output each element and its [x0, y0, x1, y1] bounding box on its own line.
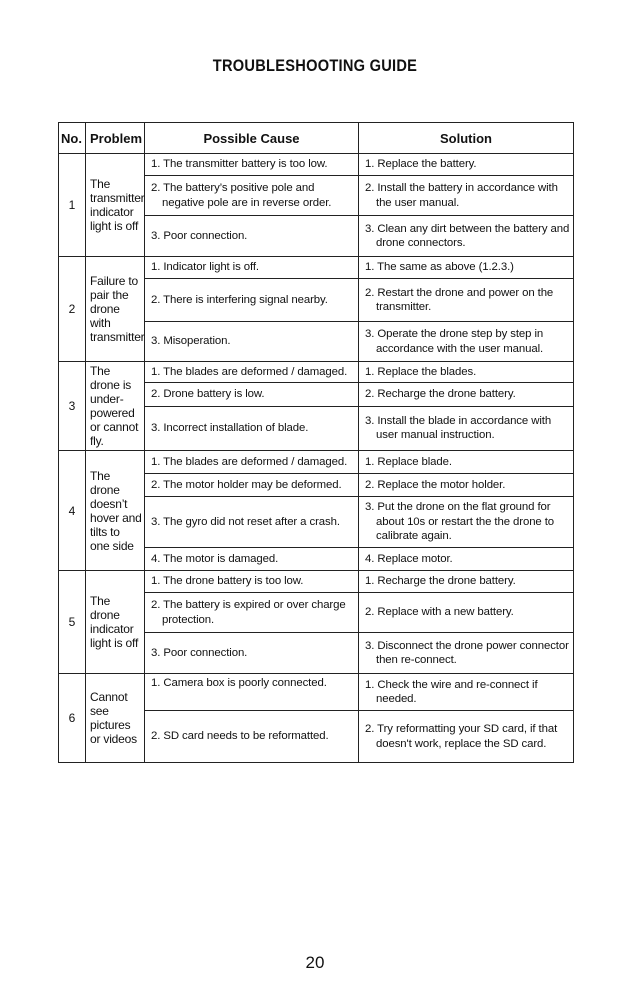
- cause-cell: 2. SD card needs to be reformatted.: [145, 711, 359, 763]
- row-number: 5: [59, 571, 86, 674]
- cause-cell: 1. The blades are deformed / damaged.: [145, 451, 359, 474]
- solution-cell: 3. Disconnect the drone power connector then re-connect.: [359, 633, 574, 674]
- solution-cell: 1. The same as above (1.2.3.): [359, 257, 574, 279]
- row-number: 3: [59, 362, 86, 451]
- table-row: [59, 451, 574, 474]
- solution-cell: 1. Check the wire and re-connect if needed.: [359, 674, 574, 711]
- solution-cell: 2. Restart the drone and power on the transmitter.: [359, 279, 574, 322]
- row-number: 1: [59, 154, 86, 257]
- table-row: [59, 154, 574, 176]
- cause-cell: 1. Camera box is poorly connected.: [145, 674, 359, 711]
- row-number: 6: [59, 674, 86, 763]
- table-body: [59, 154, 574, 763]
- table-row: [59, 362, 574, 383]
- row-number: 2: [59, 257, 86, 362]
- solution-cell: 2. Replace the motor holder.: [359, 474, 574, 497]
- troubleshooting-table: [58, 122, 574, 763]
- problem-cell: The drone indicator light is off: [86, 571, 145, 674]
- page-title: TROUBLESHOOTING GUIDE: [212, 56, 418, 75]
- header-problem: Problem: [86, 123, 145, 154]
- solution-cell: 1. Replace blade.: [359, 451, 574, 474]
- cause-cell: 3. Poor connection.: [145, 633, 359, 674]
- solution-cell: 3. Install the blade in accordance with user manual instruction.: [359, 406, 574, 450]
- solution-cell: 1. Replace the blades.: [359, 362, 574, 383]
- solution-cell: 1. Replace the battery.: [359, 154, 574, 176]
- header-cause: Possible Cause: [145, 123, 359, 154]
- solution-cell: 2. Recharge the drone battery.: [359, 383, 574, 407]
- cause-cell: 3. Misoperation.: [145, 322, 359, 362]
- problem-cell: Cannot see pictures or videos: [86, 674, 145, 763]
- cause-cell: 2. The motor holder may be deformed.: [145, 474, 359, 497]
- solution-cell: 1. Recharge the drone battery.: [359, 571, 574, 593]
- solution-cell: 3. Clean any dirt between the battery and drone connectors.: [359, 216, 574, 257]
- problem-cell: The transmitter indicator light is off: [86, 154, 145, 257]
- cause-cell: 1. The blades are deformed / damaged.: [145, 362, 359, 383]
- cause-cell: 2. Drone battery is low.: [145, 383, 359, 407]
- solution-cell: 3. Operate the drone step by step in accordance with the user manual.: [359, 322, 574, 362]
- header-solution: Solution: [359, 123, 574, 154]
- cause-cell: 3. The gyro did not reset after a crash.: [145, 497, 359, 548]
- solution-cell: 4. Replace motor.: [359, 548, 574, 571]
- cause-cell: 3. Incorrect installation of blade.: [145, 406, 359, 450]
- table-row: [59, 571, 574, 593]
- cause-cell: 3. Poor connection.: [145, 216, 359, 257]
- problem-cell: The drone doesn’t hover and tilts to one side: [86, 451, 145, 571]
- problem-cell: The drone is under-powered or cannot fly.: [86, 362, 145, 451]
- page-number: 20: [305, 953, 325, 972]
- solution-cell: 3. Put the drone on the flat ground for about 10s or restart the the drone to calibrate again.: [359, 497, 574, 548]
- table-row: [59, 674, 574, 711]
- cause-cell: 1. The transmitter battery is too low.: [145, 154, 359, 176]
- header-no: No.: [59, 123, 86, 154]
- problem-cell: Failure to pair the drone with transmitter: [86, 257, 145, 362]
- cause-cell: 1. The drone battery is too low.: [145, 571, 359, 593]
- table-header-row: [59, 123, 574, 154]
- cause-cell: 4. The motor is damaged.: [145, 548, 359, 571]
- solution-cell: 2. Try reformatting your SD card, if that doesn't work, replace the SD card.: [359, 711, 574, 763]
- solution-cell: 2. Replace with a new battery.: [359, 593, 574, 633]
- table-row: [59, 257, 574, 279]
- row-number: 4: [59, 451, 86, 571]
- cause-cell: 2. The battery is expired or over charge protection.: [145, 593, 359, 633]
- solution-cell: 2. Install the battery in accordance with the user manual.: [359, 176, 574, 216]
- cause-cell: 2. The battery’s positive pole and negative pole are in reverse order.: [145, 176, 359, 216]
- cause-cell: 1. Indicator light is off.: [145, 257, 359, 279]
- cause-cell: 2. There is interfering signal nearby.: [145, 279, 359, 322]
